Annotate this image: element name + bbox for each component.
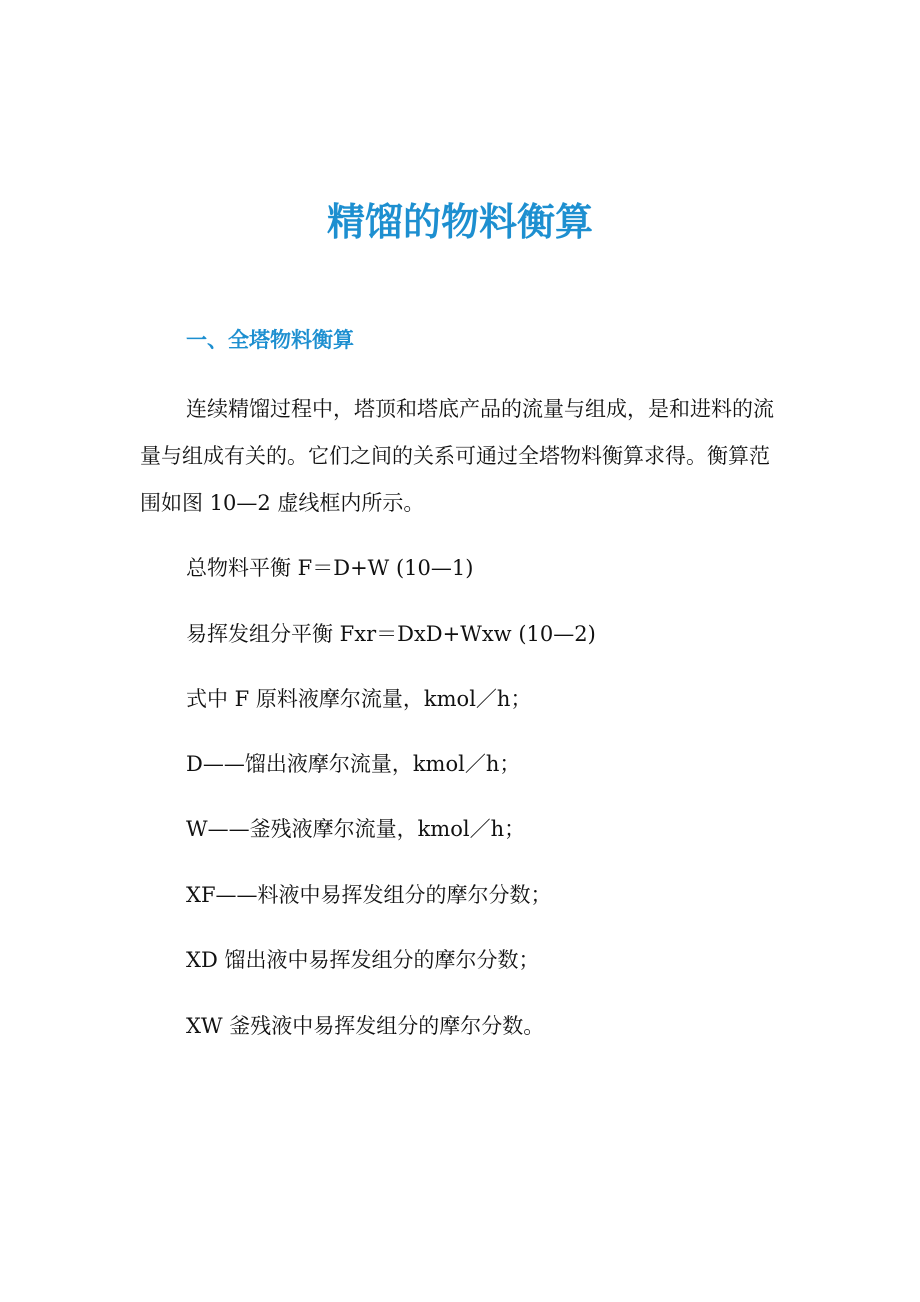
definition-feed-fraction: XF——料液中易挥发组分的摩尔分数； [186,883,552,907]
definition-distillate-fraction: XD 馏出液中易挥发组分的摩尔分数； [186,948,540,972]
definition-distillate-flow: D——馏出液摩尔流量，kmol／h； [186,752,521,776]
total-material-balance-equation: 总物料平衡 F＝D+W (10—1) [186,556,474,580]
definition-bottoms-fraction: XW 釜残液中易挥发组分的摩尔分数。 [186,1014,545,1038]
section-heading: 一、全塔物料衡算 [186,328,354,352]
definition-feed-flow: 式中 F 原料液摩尔流量，kmol／h； [186,687,532,711]
page-title: 精馏的物料衡算 [326,200,593,244]
volatile-component-balance-equation: 易挥发组分平衡 Fxr＝DxD+Wxw (10—2) [186,622,596,646]
intro-paragraph: 连续精馏过程中，塔顶和塔底产品的流量与组成，是和进料的流量与组成有关的。它们之间的关系可通过全塔物料衡算求得。衡算范围如图 10—2 虚线框内所示。 [140,397,774,515]
definition-bottoms-flow: W——釜残液摩尔流量，kmol／h； [186,817,526,841]
